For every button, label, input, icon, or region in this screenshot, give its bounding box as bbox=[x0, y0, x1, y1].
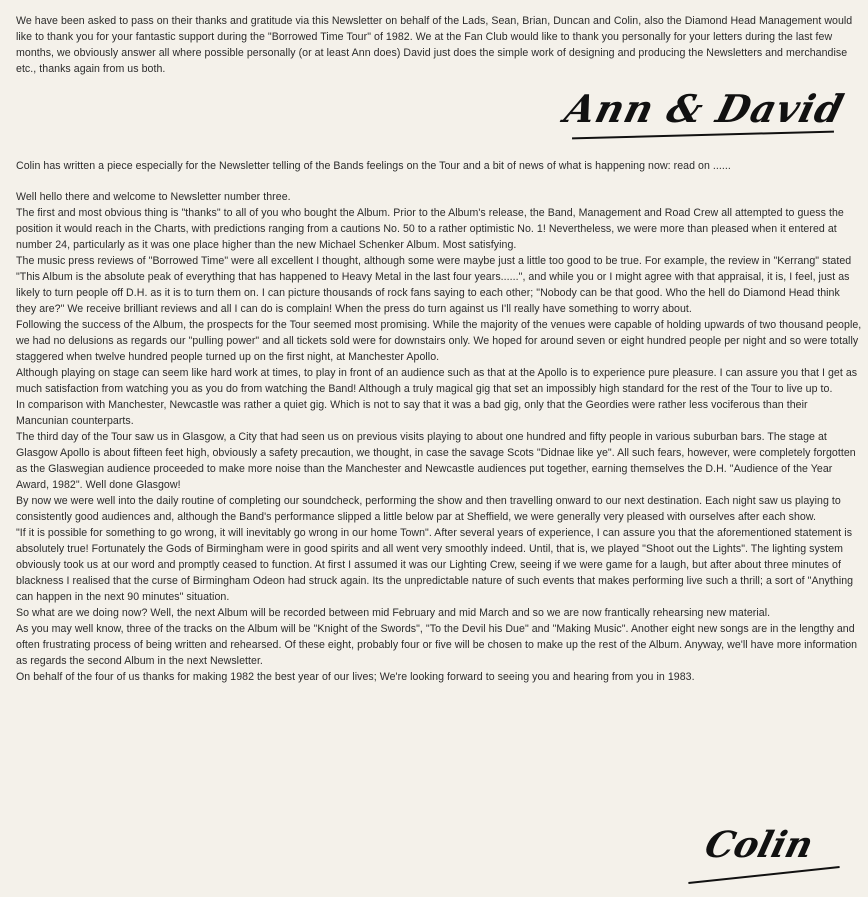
letter-paragraph: Following the success of the Album, the prospects for the Tour seemed most promising. While the majority of the venues were capable of holding upwards of two thousand people, we had no delusions as regards our "pulling power" and all tickets sold were for downstairs only. We hoped for around seven or eight hundred people per night and so were totally staggered when twelve hundred people turned up on the first night, at Manchester Apollo. bbox=[16, 319, 862, 363]
letter-paragraph: So what are we doing now? Well, the next Album will be recorded between mid February and mid March and so we are now frantically rehearsing new material. bbox=[16, 607, 771, 619]
letter-paragraph: In comparison with Manchester, Newcastle was rather a quiet gig. Which is not to say that it was a bad gig, only that the Geordies were rather less vociferous than their Mancunian counterparts. bbox=[16, 399, 808, 427]
letter-paragraph: Although playing on stage can seem like hard work at times, to play in front of an audience such as that at the Apollo is to experience pure pleasure. I can assure you that I get as much satisfaction from watching you as you do from watching the Band! Although a truly magical gig that set an impossibly high standard for the rest of the Tour to live up to. bbox=[16, 367, 858, 395]
letter-paragraph: "If it is possible for something to go wrong, it will inevitably go wrong in our home Town". After several years of experience, I can assure you that the aforementioned statement is absolutely true! Fortunately the Gods of Birmingham were in good spirits and all went very smoothly indeed. Until, that is, we played "Shoot out the Lights". The lighting system obviously took us at our word and promptly ceased to function. At first I assumed it was our Lighting Crew, seeing if we were game for a laugh, but after about three minutes of blackness I realised that the curse of Birmingham Odeon had struck again. Its the unpredictable nature of such events that makes performing live such a thrill; a sort of "Anything can happen in the next 90 minutes" situation. bbox=[16, 527, 854, 603]
signature-underline bbox=[572, 131, 834, 140]
letter-paragraph: The third day of the Tour saw us in Glasgow, a City that had seen us on previous visits playing to about one hundred and fifty people in various suburban bars. The stage at Glasgow Apollo is about fifteen feet high, obviously a safety precaution, we thought, in case the savage Scots "Didnae like ye". All such fears, however, were completely forgotten as the Glaswegian audience proceeded to make more noise than the Manchester and Newcastle audiences put together, earning themselves the D.H. "Audience of the Year Award, 1982". Well done Glasgow! bbox=[16, 431, 856, 491]
colin-letter bbox=[16, 189, 862, 685]
intro-paragraph: We have been asked to pass on their thanks and gratitude via this Newsletter on behalf of the Lads, Sean, Brian, Duncan and Colin, also the Diamond Head Management would like to thank you for your fantastic support during the "Borrowed Time Tour" of 1982. We at the Fan Club would like to thank you personally for your letters during the last few months, we obviously answer all where possible personally (or at least Ann does) David just does the simple work of designing and producing the Newsletters and merchandise etc., thanks again from us both. bbox=[16, 15, 853, 75]
signature-underline bbox=[688, 866, 839, 884]
letter-paragraph: The music press reviews of "Borrowed Time" were all excellent I thought, although some were maybe just a little too good to be true. For example, the review in "Kerrang" stated "This Album is the absolute peak of everything that has happened to Heavy Metal in the last four years......", and while you or I might agree with that appraisal, it is, I feel, just as likely to turn people off D.H. as it is to turn them on. I can picture thousands of rock fans saying to each other; "Nobody can be that good. Who the hell do Diamond Head think they are?" We receive brilliant reviews and all I can do is complain! When the press do turn against us I'll really have something to worry about. bbox=[16, 255, 852, 315]
letter-paragraph: Well hello there and welcome to Newsletter number three. bbox=[16, 191, 291, 203]
letter-paragraph: On behalf of the four of us thanks for making 1982 the best year of our lives; We're looking forward to seeing you and hearing from you in 1983. bbox=[16, 671, 695, 683]
signature-colin: Colin bbox=[700, 824, 818, 866]
letter-paragraph: The first and most obvious thing is "thanks" to all of you who bought the Album. Prior to the Album's release, the Band, Management and Road Crew all attempted to guess the position it would reach in the Charts, with predictions ranging from a cautions No. 50 to a rather optimistic No. 1! Nevertheless, we were more than pleased when it entered at number 24, particularly as it was one place higher than the new Michael Schenker Album. Most satisfying. bbox=[16, 207, 844, 251]
letter-paragraph: By now we were well into the daily routine of completing our soundcheck, performing the show and then travelling onward to our next destination. Each night saw us playing to consistently good audiences and, although the Band's performance slipped a little below par at Sheffield, we were generally very pleased with ourselves after each show. bbox=[16, 495, 841, 523]
letter-paragraph: As you may well know, three of the tracks on the Album will be "Knight of the Swords", "To the Devil his Due" and "Making Music". Another eight new songs are in the lengthy and often frustrating process of being written and rehearsed. Of these eight, probably four or five will be chosen to make up the rest of the Album. Anyway, we'll have more information as regards the second Album in the next Newsletter. bbox=[16, 623, 858, 667]
lead-in-paragraph: Colin has written a piece especially for the Newsletter telling of the Bands feelings on the Tour and a bit of news of what is happening now: read on ...... bbox=[16, 160, 731, 172]
signature-ann-david: Ann & David bbox=[560, 86, 849, 131]
